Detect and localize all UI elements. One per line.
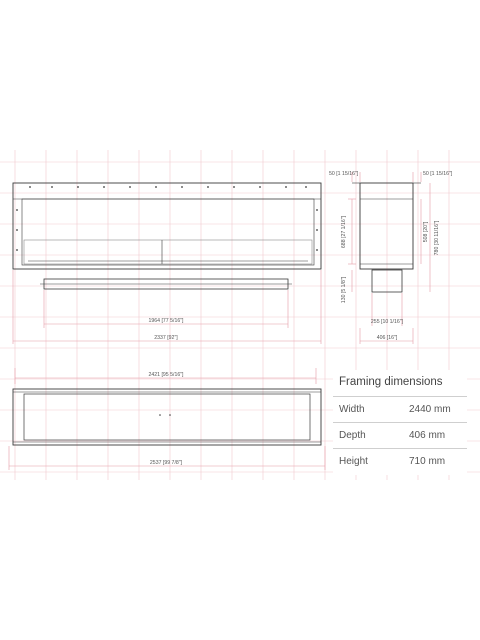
plan-inner (24, 394, 310, 440)
plan-top-width-label: 2421 [95 5/16"] (148, 372, 184, 378)
side-height-total-label: 780 [30 11/16"] (434, 220, 440, 256)
plan-view (13, 389, 321, 445)
side-depth-label: 406 [16"] (376, 335, 398, 341)
front-frame (13, 183, 321, 269)
framing-row-value: 406 mm (409, 430, 446, 441)
framing-dimensions-panel (333, 370, 467, 475)
plan-dimensions-bottom (9, 446, 325, 470)
side-height-glass-label: 508 [20"] (423, 221, 429, 243)
front-view (13, 183, 321, 289)
side-base-depth-label: 255 [10 1/16"] (370, 319, 404, 325)
front-width-overall-label: 2337 [92"] (154, 335, 178, 341)
front-dimensions (13, 270, 321, 344)
front-glass (24, 240, 312, 264)
framing-row-width (333, 396, 467, 422)
framing-row-label: Width (339, 404, 365, 415)
side-view (352, 183, 421, 292)
framing-row-value: 2440 mm (409, 404, 451, 415)
framing-row-value: 710 mm (409, 456, 446, 467)
framing-row-height (333, 448, 467, 474)
mounting-holes (16, 186, 318, 251)
side-frame (360, 183, 413, 269)
side-base-height-label: 130 [5 1/8"] (341, 276, 347, 304)
framing-row-label: Height (339, 456, 368, 467)
front-width-inner-label: 1964 [77 5/16"] (148, 318, 184, 324)
side-top-left-label: 50 [1 15/16"] (329, 171, 359, 177)
side-height-body-label: 688 [27 1/16"] (341, 215, 347, 249)
framing-row-depth (333, 422, 467, 448)
plan-bottom-width-label: 2537 [99 7/8"] (149, 460, 183, 466)
side-top-right-label: 50 [1 15/16"] (423, 171, 453, 177)
framing-title: Framing dimensions (339, 376, 443, 388)
framing-row-label: Depth (339, 430, 366, 441)
plan-outer (13, 389, 321, 445)
